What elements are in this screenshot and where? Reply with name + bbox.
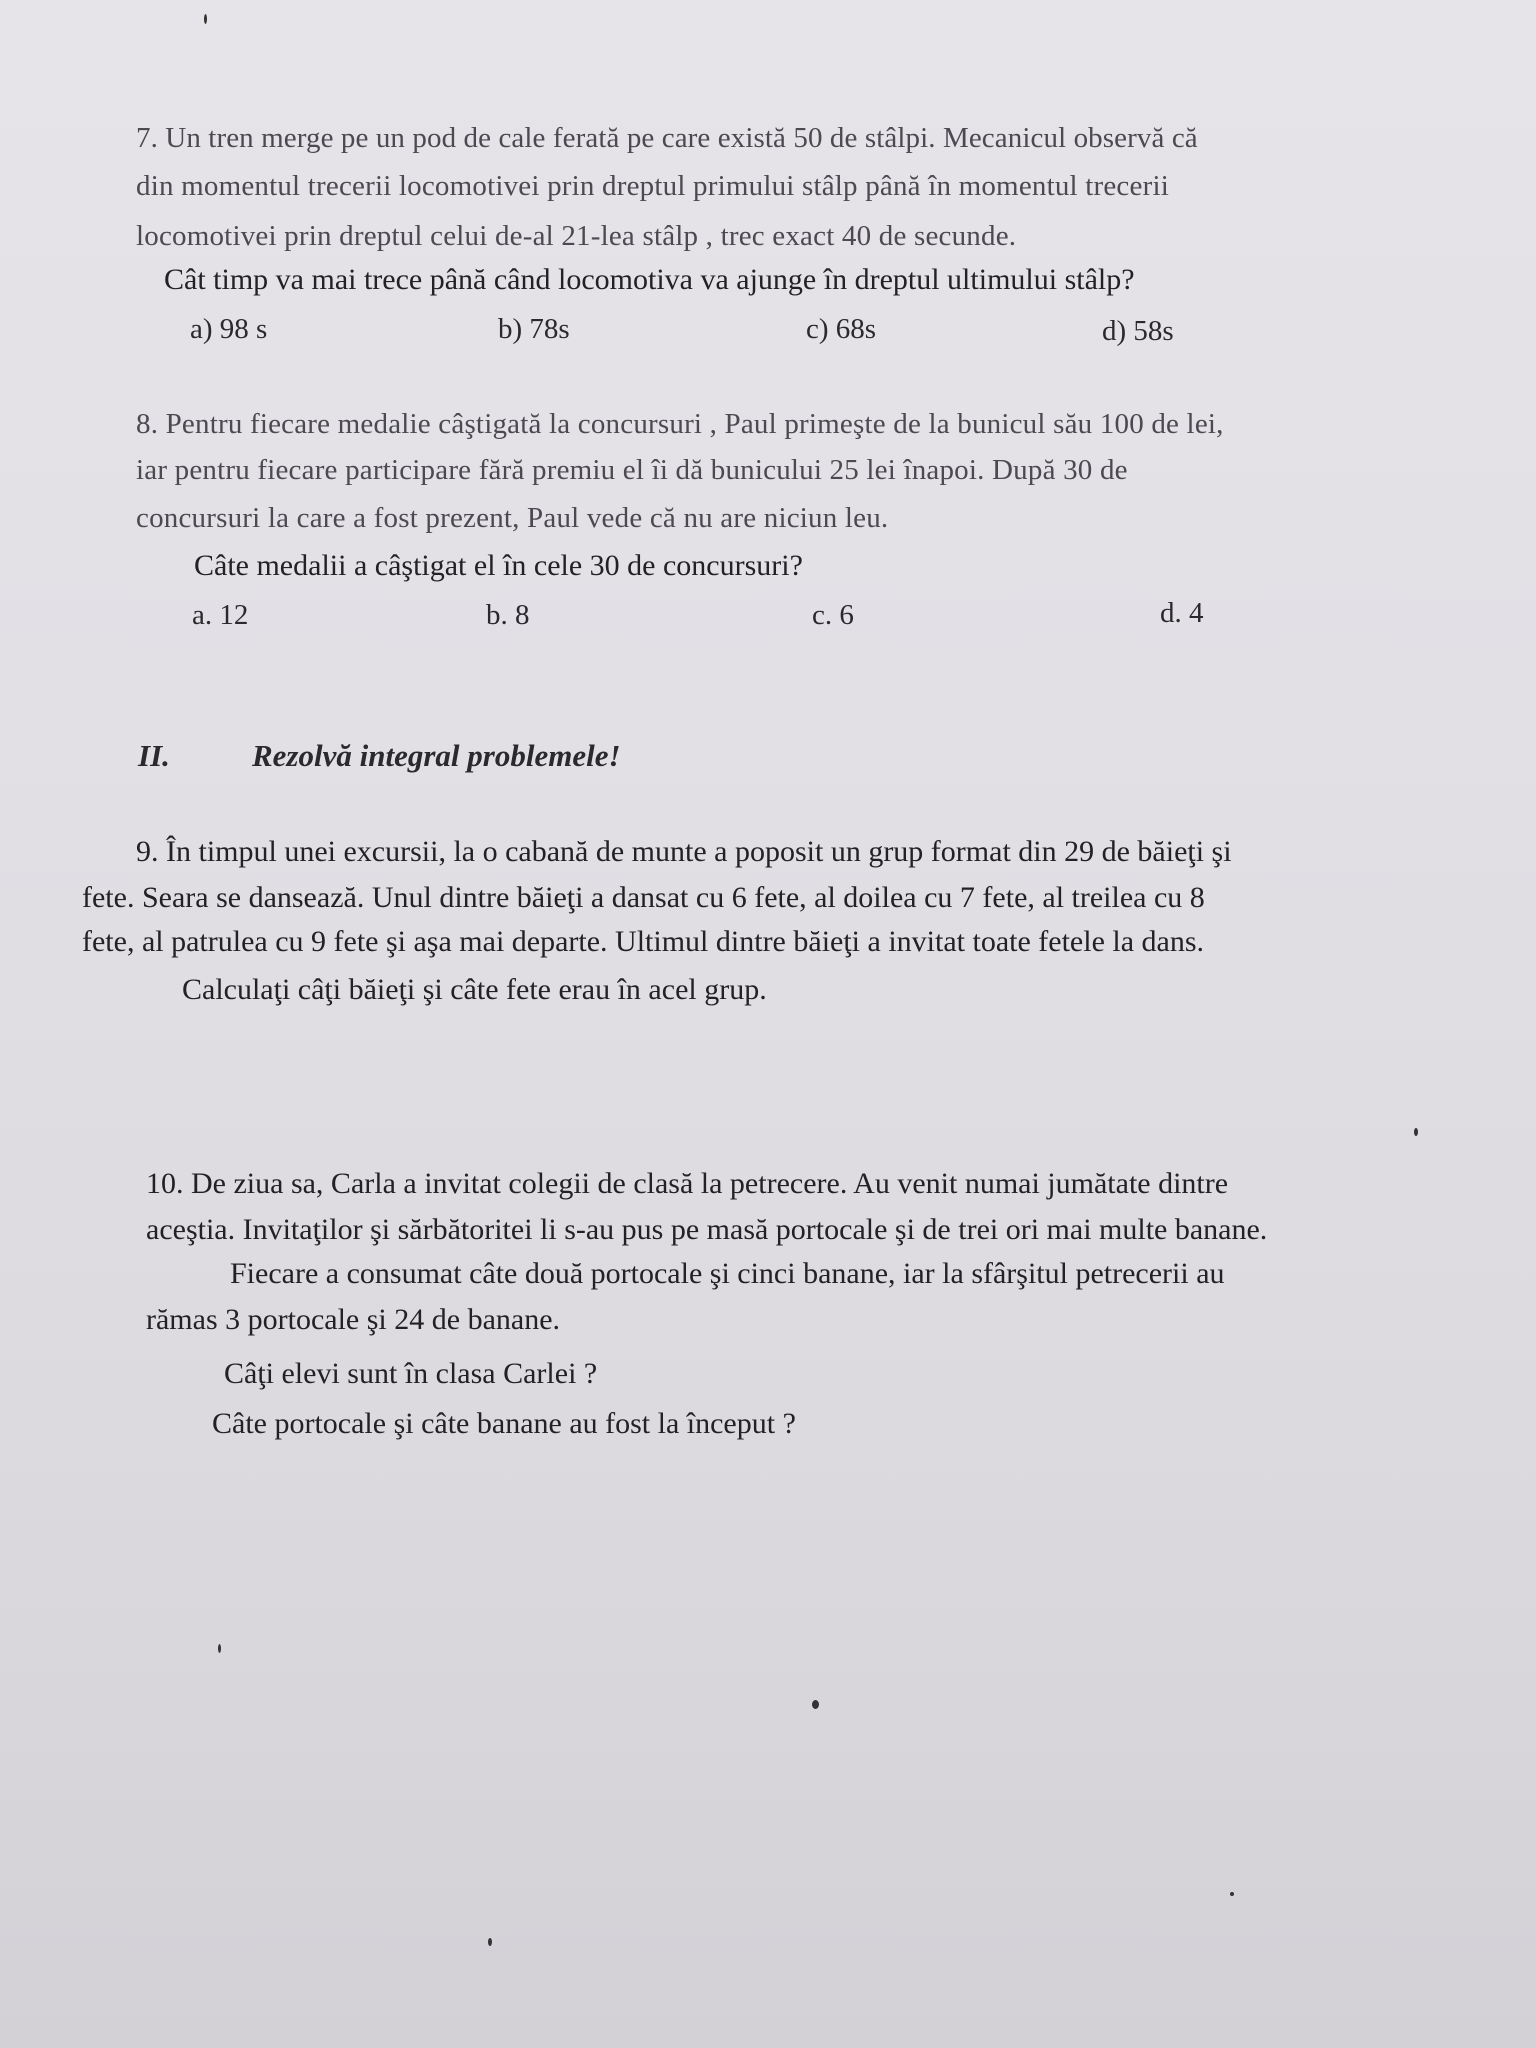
q10-line-2: aceştia. Invitaţilor şi sărbătoritei li s-au pus pe masă portocale şi de trei ori mai multe banane.: [146, 1213, 1268, 1246]
q8-question: Câte medalii a câştigat el în cele 30 de concursuri?: [194, 549, 803, 582]
q9-line-2: fete. Seara se dansează. Unul dintre băieţi a dansat cu 6 fete, al doilea cu 7 fete, al treilea cu 8: [82, 881, 1205, 914]
q7-option-a: a) 98 s: [190, 313, 268, 345]
q10-line-1: 10. De ziua sa, Carla a invitat colegii de clasă la petrecere. Au venit numai jumătate dintre: [146, 1167, 1229, 1200]
q7-line-2: din momentul trecerii locomotivei prin dreptul primului stâlp până în momentul trecerii: [136, 170, 1169, 202]
q7-question: Cât timp va mai trece până când locomotiva va ajunge în dreptul ultimului stâlp?: [164, 263, 1135, 296]
q8-option-b: b. 8: [486, 599, 530, 631]
q10-line-4: rămas 3 portocale şi 24 de banane.: [146, 1303, 561, 1336]
q8-option-a: a. 12: [192, 599, 249, 631]
ink-speck: [488, 1938, 492, 1946]
q7-line-3: locomotivei prin dreptul celui de-al 21-lea stâlp , trec exact 40 de secunde.: [136, 220, 1017, 252]
q9-question: Calculaţi câţi băieţi şi câte fete erau în acel grup.: [182, 973, 767, 1006]
q10-question-1: Câţi elevi sunt în clasa Carlei ?: [224, 1357, 598, 1390]
section-number: II.: [138, 738, 170, 773]
ink-speck: [1414, 1128, 1418, 1136]
q8-line-1: 8. Pentru fiecare medalie câştigată la concursuri , Paul primeşte de la bunicul său 100 de lei,: [136, 408, 1224, 440]
q9-line-1: 9. În timpul unei excursii, la o cabană de munte a poposit un grup format din 29 de băieţi şi: [136, 835, 1232, 868]
q10-question-2: Câte portocale şi câte banane au fost la început ?: [212, 1407, 796, 1440]
q7-option-c: c) 68s: [806, 313, 877, 345]
ink-speck: [218, 1644, 221, 1653]
q9-line-3: fete, al patrulea cu 9 fete şi aşa mai departe. Ultimul dintre băieţi a invitat toate fetele la dans.: [82, 925, 1205, 958]
q8-option-c: c. 6: [812, 599, 854, 631]
section-title: Rezolvă integral problemele!: [252, 738, 621, 773]
ink-speck: [812, 1700, 819, 1709]
q8-option-d: d. 4: [1160, 597, 1204, 629]
q7-option-b: b) 78s: [498, 313, 570, 345]
q8-line-3: concursuri la care a fost prezent, Paul vede că nu are niciun leu.: [136, 502, 889, 534]
ink-speck: [1230, 1892, 1234, 1896]
q7-line-1: 7. Un tren merge pe un pod de cale ferată pe care există 50 de stâlpi. Mecanicul observă că: [136, 122, 1198, 154]
q7-option-d: d) 58s: [1102, 315, 1174, 347]
ink-speck: [204, 14, 207, 24]
q10-line-3: Fiecare a consumat câte două portocale şi cinci banane, iar la sfârşitul petrecerii au: [230, 1257, 1225, 1290]
q8-line-2: iar pentru fiecare participare fără premiu el îi dă bunicului 25 lei înapoi. După 30 de: [136, 454, 1128, 486]
